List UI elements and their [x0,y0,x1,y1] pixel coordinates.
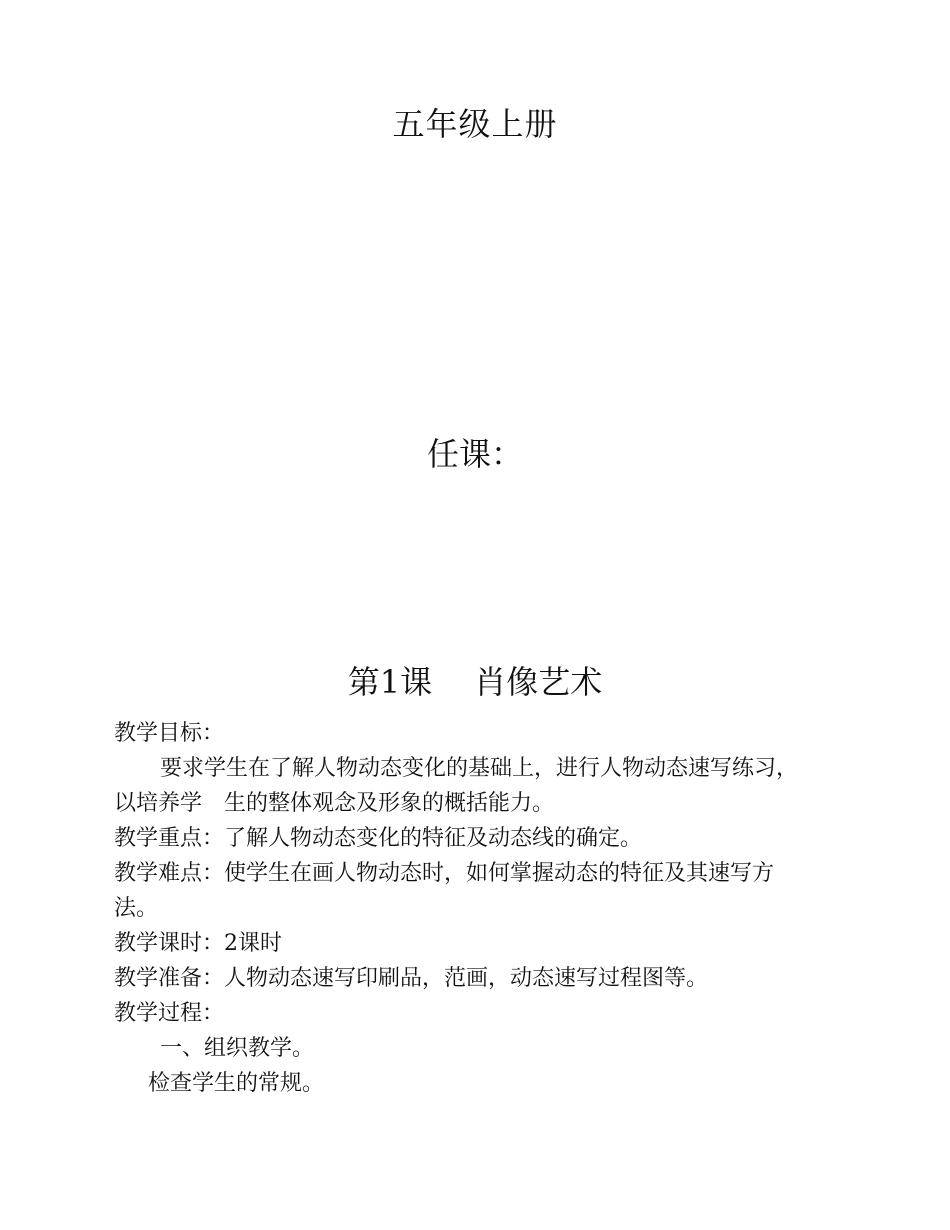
process-step-1-detail: 检查学生的常规。 [148,1071,325,1096]
objectives-text-line2: 以培养学 生的整体观念及形象的概括能力。 [114,791,555,816]
key-points: 教学重点：了解人物动态变化的特征及动态线的确定。 [114,826,643,851]
objectives-text-line1: 要求学生在了解人物动态变化的基础上，进行人物动态速写练习， [160,756,799,781]
preparation: 教学准备：人物动态速写印刷品，范画，动态速写过程图等。 [114,966,709,991]
class-hours: 教学课时：2课时 [114,931,282,956]
difficulty-line1: 教学难点：使学生在画人物动态时，如何掌握动态的特征及其速写方 [114,861,775,886]
lesson-body [114,716,844,1116]
teacher-label: 任课： [426,435,523,473]
cover-title: 五年级上册 [392,105,558,143]
lesson-title: 第1课 肖像艺术 [347,663,603,701]
difficulty-line2: 法。 [114,896,159,921]
process-heading: 教学过程： [114,1001,225,1026]
process-step-1: 一、组织教学。 [160,1036,315,1061]
objectives-heading: 教学目标： [114,721,225,746]
